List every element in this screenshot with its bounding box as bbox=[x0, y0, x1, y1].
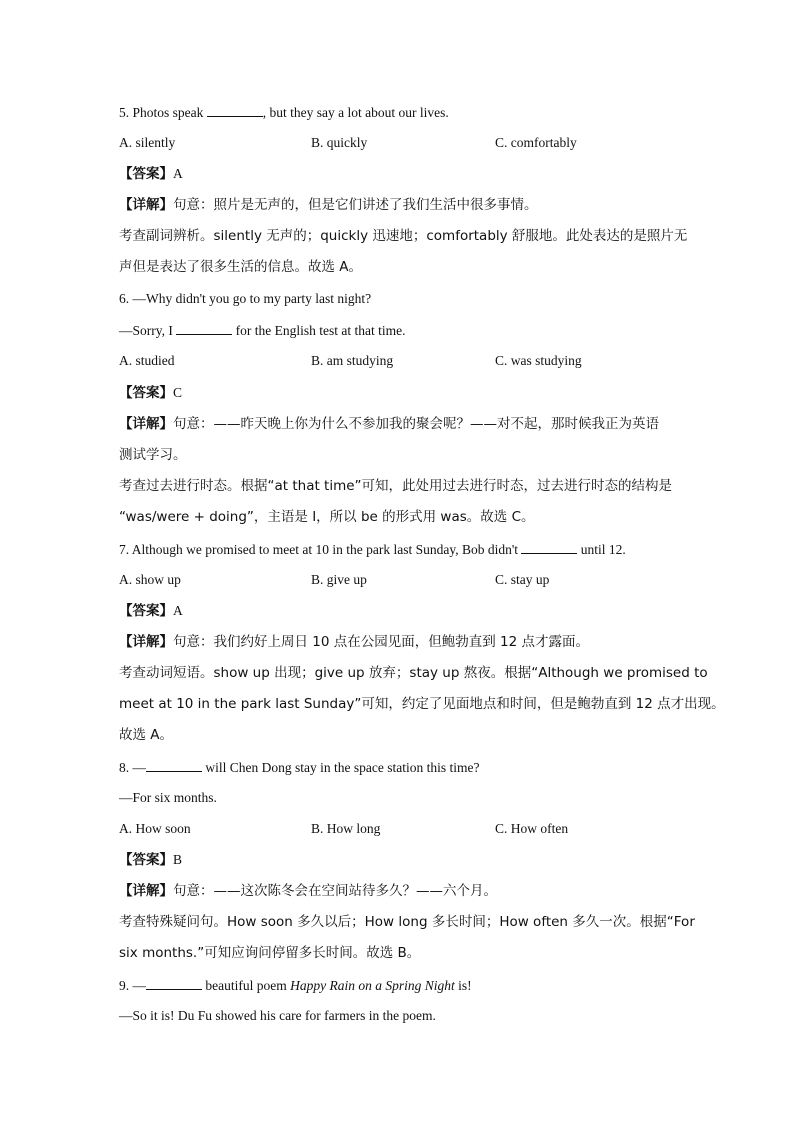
question-8-detail: 【详解】句意：——这次陈冬会在空间站待多久？——六个月。 bbox=[119, 883, 497, 899]
question-7-option-c: C. stay up bbox=[495, 572, 550, 587]
answer-blank bbox=[521, 540, 577, 554]
question-8-explanation-line: 考查特殊疑问句。How soon 多久以后；How long 多长时间；How often 多久一次。根据“For bbox=[119, 914, 695, 930]
question-6-stem: —Sorry, I for the English test at that time. bbox=[119, 323, 406, 338]
question-8-stem: —For six months. bbox=[119, 790, 217, 805]
answer-blank bbox=[176, 321, 232, 335]
question-8-option-a: A. How soon bbox=[119, 821, 191, 836]
question-6-detail: 【详解】句意：——昨天晚上你为什么不参加我的聚会呢？——对不起，那时候我正为英语 bbox=[119, 416, 659, 432]
question-8-answer: 【答案】B bbox=[119, 852, 183, 868]
question-6-option-c: C. was studying bbox=[495, 353, 582, 368]
question-8-option-b: B. How long bbox=[311, 821, 381, 836]
question-6-explanation-line: 考查过去进行时态。根据“at that time”可知，此处用过去进行时态，过去进行时态的结构是 bbox=[119, 478, 673, 494]
question-7-explanation-line: meet at 10 in the park last Sunday”可知，约定了见面地点和时间，但是鲍勃直到 12 点才出现。 bbox=[119, 696, 725, 712]
question-6-answer: 【答案】C bbox=[119, 385, 183, 401]
question-5-answer: 【答案】A bbox=[119, 166, 183, 182]
question-6-explanation-line: 测试学习。 bbox=[119, 447, 187, 463]
question-7-explanation-line: 故选 A。 bbox=[119, 727, 174, 743]
answer-blank bbox=[146, 758, 202, 772]
answer-blank bbox=[207, 103, 263, 117]
question-9-stem: 9. — beautiful poem Happy Rain on a Spring Night is! bbox=[119, 978, 472, 993]
question-7-option-b: B. give up bbox=[311, 572, 367, 587]
question-7-detail: 【详解】句意：我们约好上周日 10 点在公园见面，但鲍勃直到 12 点才露面。 bbox=[119, 634, 590, 650]
question-5-explanation-line: 声但是表达了很多生活的信息。故选 A。 bbox=[119, 259, 363, 275]
question-5-detail: 【详解】句意：照片是无声的，但是它们讲述了我们生活中很多事情。 bbox=[119, 197, 538, 213]
question-9-stem: —So it is! Du Fu showed his care for farmers in the poem. bbox=[119, 1008, 436, 1023]
question-6-option-b: B. am studying bbox=[311, 353, 394, 368]
question-6-stem: 6. —Why didn't you go to my party last night? bbox=[119, 291, 372, 306]
question-7-stem: 7. Although we promised to meet at 10 in the park last Sunday, Bob didn't until 12. bbox=[119, 542, 626, 557]
question-5-stem: 5. Photos speak , but they say a lot about our lives. bbox=[119, 105, 449, 120]
question-6-explanation-line: “was/were + doing”，主语是 I，所以 be 的形式用 was。故选 C。 bbox=[119, 509, 535, 525]
question-7-explanation-line: 考查动词短语。show up 出现；give up 放弃；stay up 熬夜。根据“Although we promised to bbox=[119, 665, 708, 681]
question-5-option-b: B. quickly bbox=[311, 135, 368, 150]
question-5-option-a: A. silently bbox=[119, 135, 176, 150]
answer-blank bbox=[146, 976, 202, 990]
question-5-explanation-line: 考查副词辨析。silently 无声的；quickly 迅速地；comfortably 舒服地。此处表达的是照片无 bbox=[119, 228, 688, 244]
question-8-explanation-line: six months.”可知应询问停留多长时间。故选 B。 bbox=[119, 945, 421, 961]
question-5-option-c: C. comfortably bbox=[495, 135, 577, 150]
question-6-option-a: A. studied bbox=[119, 353, 175, 368]
question-7-answer: 【答案】A bbox=[119, 603, 183, 619]
question-7-option-a: A. show up bbox=[119, 572, 181, 587]
question-8-option-c: C. How often bbox=[495, 821, 569, 836]
question-8-stem: 8. — will Chen Dong stay in the space station this time? bbox=[119, 760, 480, 775]
